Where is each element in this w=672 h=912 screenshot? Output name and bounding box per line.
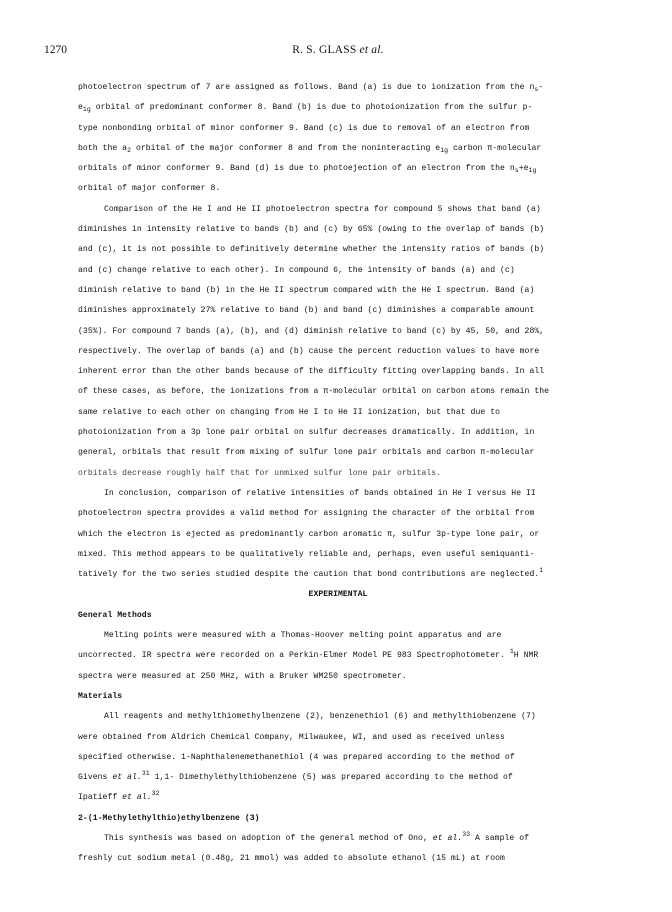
- paragraph: [78, 829, 598, 870]
- text-line: Comparison of the He I and He II photoelectron spectra for compound 5 shows that band (a): [104, 204, 541, 214]
- subheading-general-methods: General Methods: [78, 610, 152, 620]
- text-line: of these cases, as before, the ionizations from a π-molecular orbital on carbon atoms remain the: [78, 387, 550, 397]
- text-line: which the electron is ejected as predominantly carbon aromatic π, sulfur 3p-type lone pair, or: [78, 529, 540, 539]
- text-line: photoelectron spectrum of 7 are assigned as follows. Band (a) is due to ionization from the $n_s-$: [78, 83, 544, 93]
- text-line: photoionization from a 3p lone pair orbital on sulfur decreases dramatically. In addition, in: [78, 428, 535, 438]
- text-line: were obtained from Aldrich Chemical Company, Milwaukee, WI, and used as received unless: [78, 732, 505, 742]
- running-head: R. S. GLASS et al.: [292, 44, 384, 56]
- text-line: same relative to each other on changing from He I to He II ionization, but that due to: [78, 407, 501, 417]
- text-line: respectively. The overlap of bands (a) and (b) cause the percent reduction values to have more: [78, 346, 540, 356]
- text-line: This synthesis was based on adoption of the general method of Ono, et al.$^{33}$ A sample of: [104, 830, 530, 843]
- text-line: diminish relative to band (b) in the He II spectrum compared with the He I spectrum. Band (a): [78, 285, 535, 295]
- text-line: inherent error than the other bands because of the difficulty fitting overlapping bands. In all: [78, 367, 545, 377]
- section-heading-experimental: EXPERIMENTAL: [308, 590, 368, 600]
- paragraph: [78, 200, 598, 484]
- paragraph: [78, 707, 598, 808]
- page-number: 1270: [44, 44, 67, 56]
- text-line: freshly cut sodium metal (0.48g, 21 mmol) was added to absolute ethanol (15 mL) at room: [78, 854, 505, 864]
- text-line: mixed. This method appears to be qualitatively reliable and, perhaps, even useful semiquanti-: [78, 549, 535, 559]
- text-line: $e_{1g}$ orbital of predominant conformer 8. Band (b) is due to photoionization from the sulfur p-: [78, 103, 533, 114]
- text-line: orbital of major conformer 8.: [78, 184, 221, 194]
- text-line: diminishes in intensity relative to bands (b) and (c) by 65% (owing to the overlap of bands (b): [78, 225, 545, 235]
- subheading-materials: Materials: [78, 691, 123, 701]
- text-line: specified otherwise. 1-Naphthalenemethanethiol (4 was prepared according to the method of: [78, 752, 515, 762]
- text-line: (35%). For compound 7 bands (a), (b), and (d) diminish relative to band (c) by 45, 50, and 28%,: [78, 326, 545, 336]
- text-line: diminishes approximately 27% relative to band (b) and band (c) diminishes a comparable amount: [78, 306, 535, 316]
- text-line: orbitals of minor conformer 9. Band (d) is due to photoejection of an electron from the $n_s+e_{1g}$: [78, 164, 537, 175]
- paragraph: [78, 484, 598, 585]
- text-line: tatively for the two series studied despite the caution that bond contributions are neglected.$^1$: [78, 567, 544, 580]
- page-header: [44, 44, 632, 60]
- text-line: type nonbonding orbital of minor conformer 9. Band (c) is due to removal of an electron from: [78, 123, 530, 133]
- text-line: uncorrected. IR spectra were recorded on a Perkin-Elmer Model PE 983 Spectrophotometer. $^1$H NMR: [78, 648, 539, 661]
- text-line: spectra were measured at 250 MHz, with a Bruker WM250 spectrometer.: [78, 671, 407, 681]
- text-line: Givens et al.$^{31}$ 1,1- Dimethylethylthiobenzene (5) was prepared according to the method of: [78, 770, 513, 783]
- article-body: [78, 78, 598, 870]
- paragraph: [78, 78, 598, 200]
- text-line: Ipatieff et al.$^{32}$: [78, 790, 160, 803]
- subheading-compound-3: 2-(1-Methylethylthio)ethylbenzene (3): [78, 813, 260, 823]
- text-line: general, orbitals that result from mixing of sulfur lone pair orbitals and carbon π-molecular: [78, 448, 535, 458]
- text-line: and (c) change relative to each other). In compound 6, the intensity of bands (a) and (c): [78, 265, 515, 275]
- text-line: In conclusion, comparison of relative intensities of bands obtained in He I versus He II: [104, 488, 536, 498]
- text-line: orbitals decrease roughly half that for unmixed sulfur lone pair orbitals.: [78, 468, 442, 478]
- text-line: both the $a_2$ orbital of the major conformer 8 and from the noninteracting $e_{1g}$ carbon π-molecular: [78, 143, 542, 154]
- text-line: photoelectron spectra provides a valid method for assigning the character of the orbital from: [78, 509, 535, 519]
- paragraph: [78, 626, 598, 687]
- text-line: and (c), it is not possible to definitively determine whether the intensity ratios of bands (b): [78, 245, 545, 255]
- text-line: Melting points were measured with a Thomas-Hoover melting point apparatus and are: [104, 631, 502, 641]
- text-line: All reagents and methylthiomethylbenzene (2), benzenethiol (6) and methylthiobenzene (7): [104, 712, 536, 722]
